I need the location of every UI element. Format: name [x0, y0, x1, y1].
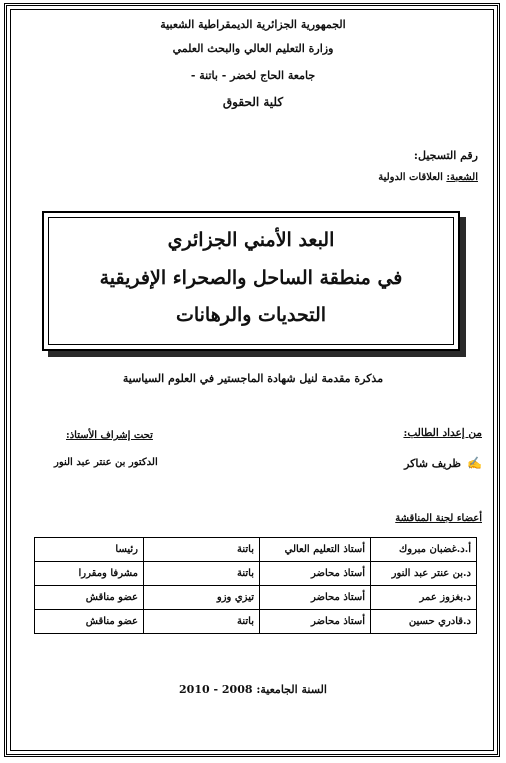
member-name: د.بغزوز عمر — [371, 586, 477, 610]
student-line — [404, 456, 482, 470]
supervisor-label: تحت إشراف الأستاذ: — [66, 430, 153, 441]
table-row — [35, 562, 477, 586]
committee-table — [34, 537, 477, 634]
academic-year: السنة الجامعية: 2008 - 2010 — [179, 683, 327, 696]
member-name: د.بن عنتر عبد النور — [371, 562, 477, 586]
table-row — [35, 586, 477, 610]
branch-line — [378, 172, 478, 183]
student-label: من إعداد الطالب: — [403, 427, 482, 439]
member-institution: باتنة — [144, 562, 260, 586]
table-row — [35, 538, 477, 562]
member-role: مشرفا ومقررا — [35, 562, 144, 586]
member-institution: باتنة — [144, 610, 260, 634]
member-role: عضو مناقش — [35, 610, 144, 634]
republic-name: الجمهورية الجزائرية الديمقراطية الشعبية — [160, 18, 346, 31]
faculty-name: كلية الحقوق — [222, 95, 284, 109]
branch-label: الشعبة: — [446, 172, 478, 183]
member-role: عضو مناقش — [35, 586, 144, 610]
member-rank: أستاذ محاضر — [260, 562, 371, 586]
member-name: د.قادري حسين — [371, 610, 477, 634]
title-line-1: البعد الأمني الجزائري — [167, 229, 335, 251]
member-rank: أستاذ محاضر — [260, 586, 371, 610]
title-line-2: في منطقة الساحل والصحراء الإفريقية — [99, 267, 403, 289]
supervisor-name: الدكتور بن عنتر عبد النور — [54, 457, 158, 468]
table-row — [35, 610, 477, 634]
registration-label: رقم التسجيل: — [413, 149, 478, 162]
student-name: ظريف شاكر — [404, 457, 462, 470]
ministry-name: وزارة التعليم العالي والبحث العلمي — [172, 42, 334, 55]
member-name: أ.د.غضبان مبروك — [371, 538, 477, 562]
member-role: رئيسا — [35, 538, 144, 562]
university-name: جامعة الحاج لخضر - باتنة - — [190, 69, 316, 82]
thesis-title-box — [42, 211, 460, 351]
pen-icon: ✍ — [467, 456, 482, 470]
thesis-subtitle: مذكرة مقدمة لنيل شهادة الماجستير في العلوم السياسية — [122, 372, 384, 385]
committee-heading: أعضاء لجنة المناقشة — [395, 513, 482, 524]
member-rank: أستاذ التعليم العالي — [260, 538, 371, 562]
title-line-3: التحديات والرهانات — [175, 304, 327, 326]
member-institution: باتنة — [144, 538, 260, 562]
member-rank: أستاذ محاضر — [260, 610, 371, 634]
branch-value: العلاقات الدولية — [378, 172, 443, 183]
member-institution: تيزي وزو — [144, 586, 260, 610]
